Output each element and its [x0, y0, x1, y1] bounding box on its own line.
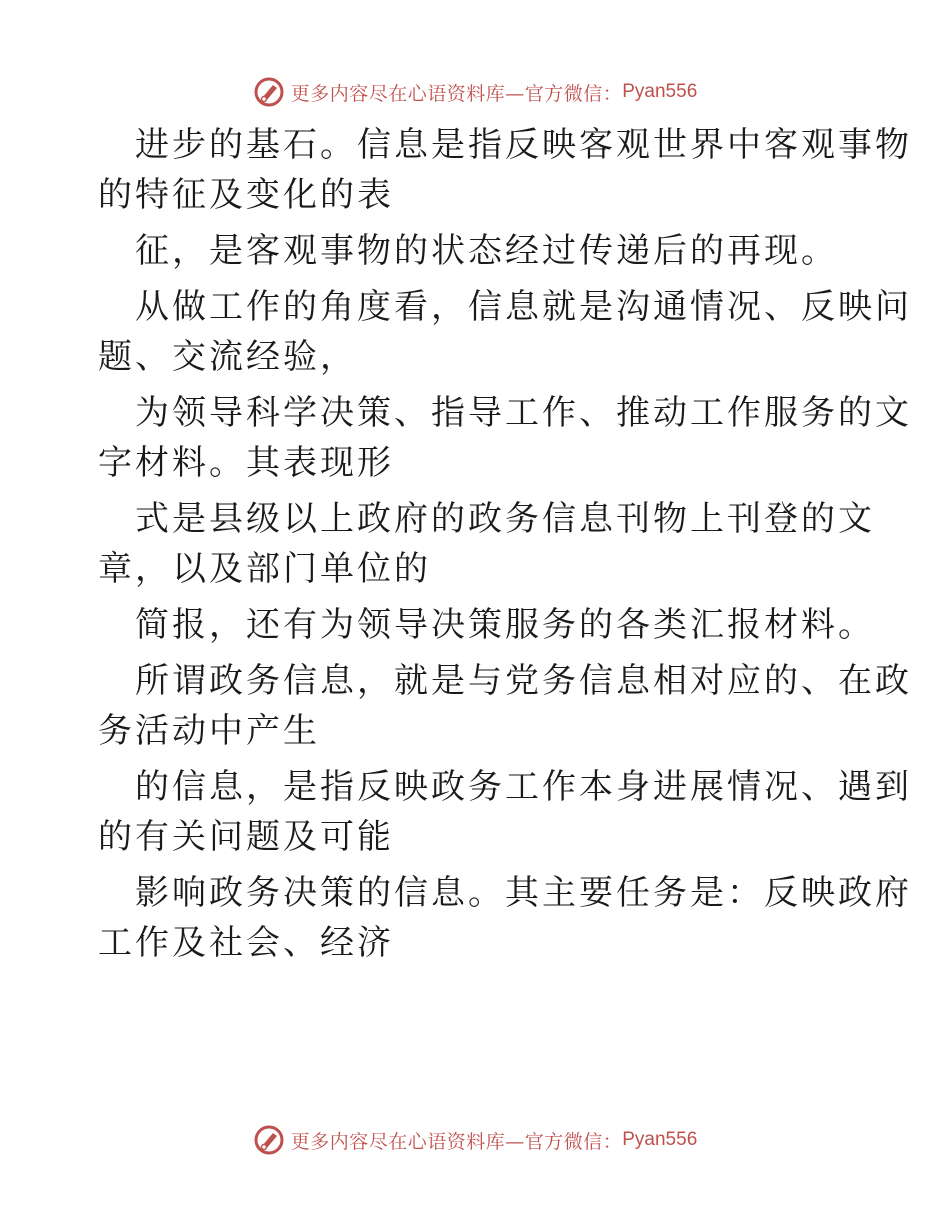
text-line: 征，是客观事物的状态经过传递后的再现。	[135, 231, 838, 271]
paragraph	[98, 494, 875, 594]
text-line: 章，以及部门单位的	[98, 549, 431, 589]
text-line: 题、交流经验，	[98, 337, 357, 377]
paragraph	[98, 226, 858, 276]
text-line: 从做工作的角度看，信息就是沟通情况、反映问	[135, 287, 912, 327]
text-line: 务活动中产生	[98, 711, 320, 751]
text-line: 的有关问题及可能	[98, 817, 394, 857]
banner-text: 更多内容尽在心语资料库—官方微信：	[290, 82, 623, 105]
text-line: 所谓政务信息，就是与党务信息相对应的、在政	[135, 661, 912, 701]
text-line: 进步的基石。信息是指反映客观世界中客观事物	[135, 125, 912, 165]
logo-icon	[253, 1124, 285, 1156]
text-line: 简报，还有为领导决策服务的各类汇报材料。	[135, 605, 875, 645]
banner-wechat-id: Pyan556	[622, 1129, 698, 1150]
paragraph	[98, 120, 912, 220]
text-line: 式是县级以上政府的政务信息刊物上刊登的文	[135, 499, 875, 539]
text-line: 影响政务决策的信息。其主要任务是：反映政府	[135, 873, 912, 913]
banner-text: 更多内容尽在心语资料库—官方微信：	[290, 1130, 623, 1153]
text-line: 工作及社会、经济	[98, 923, 394, 963]
document-body	[98, 120, 912, 968]
paragraph	[98, 600, 875, 650]
paragraph	[98, 656, 912, 756]
paragraph	[98, 388, 912, 488]
banner-wechat-id: Pyan556	[622, 81, 698, 102]
paragraph	[98, 762, 912, 862]
text-line: 的信息，是指反映政务工作本身进展情况、遇到	[135, 767, 912, 807]
paragraph	[98, 282, 912, 382]
paragraph	[98, 868, 912, 968]
text-line: 字材料。其表现形	[98, 443, 394, 483]
logo-icon	[253, 76, 285, 108]
header-banner	[0, 72, 950, 112]
text-line: 为领导科学决策、指导工作、推动工作服务的文	[135, 393, 912, 433]
text-line: 的特征及变化的表	[98, 175, 394, 215]
footer-banner	[0, 1120, 950, 1160]
